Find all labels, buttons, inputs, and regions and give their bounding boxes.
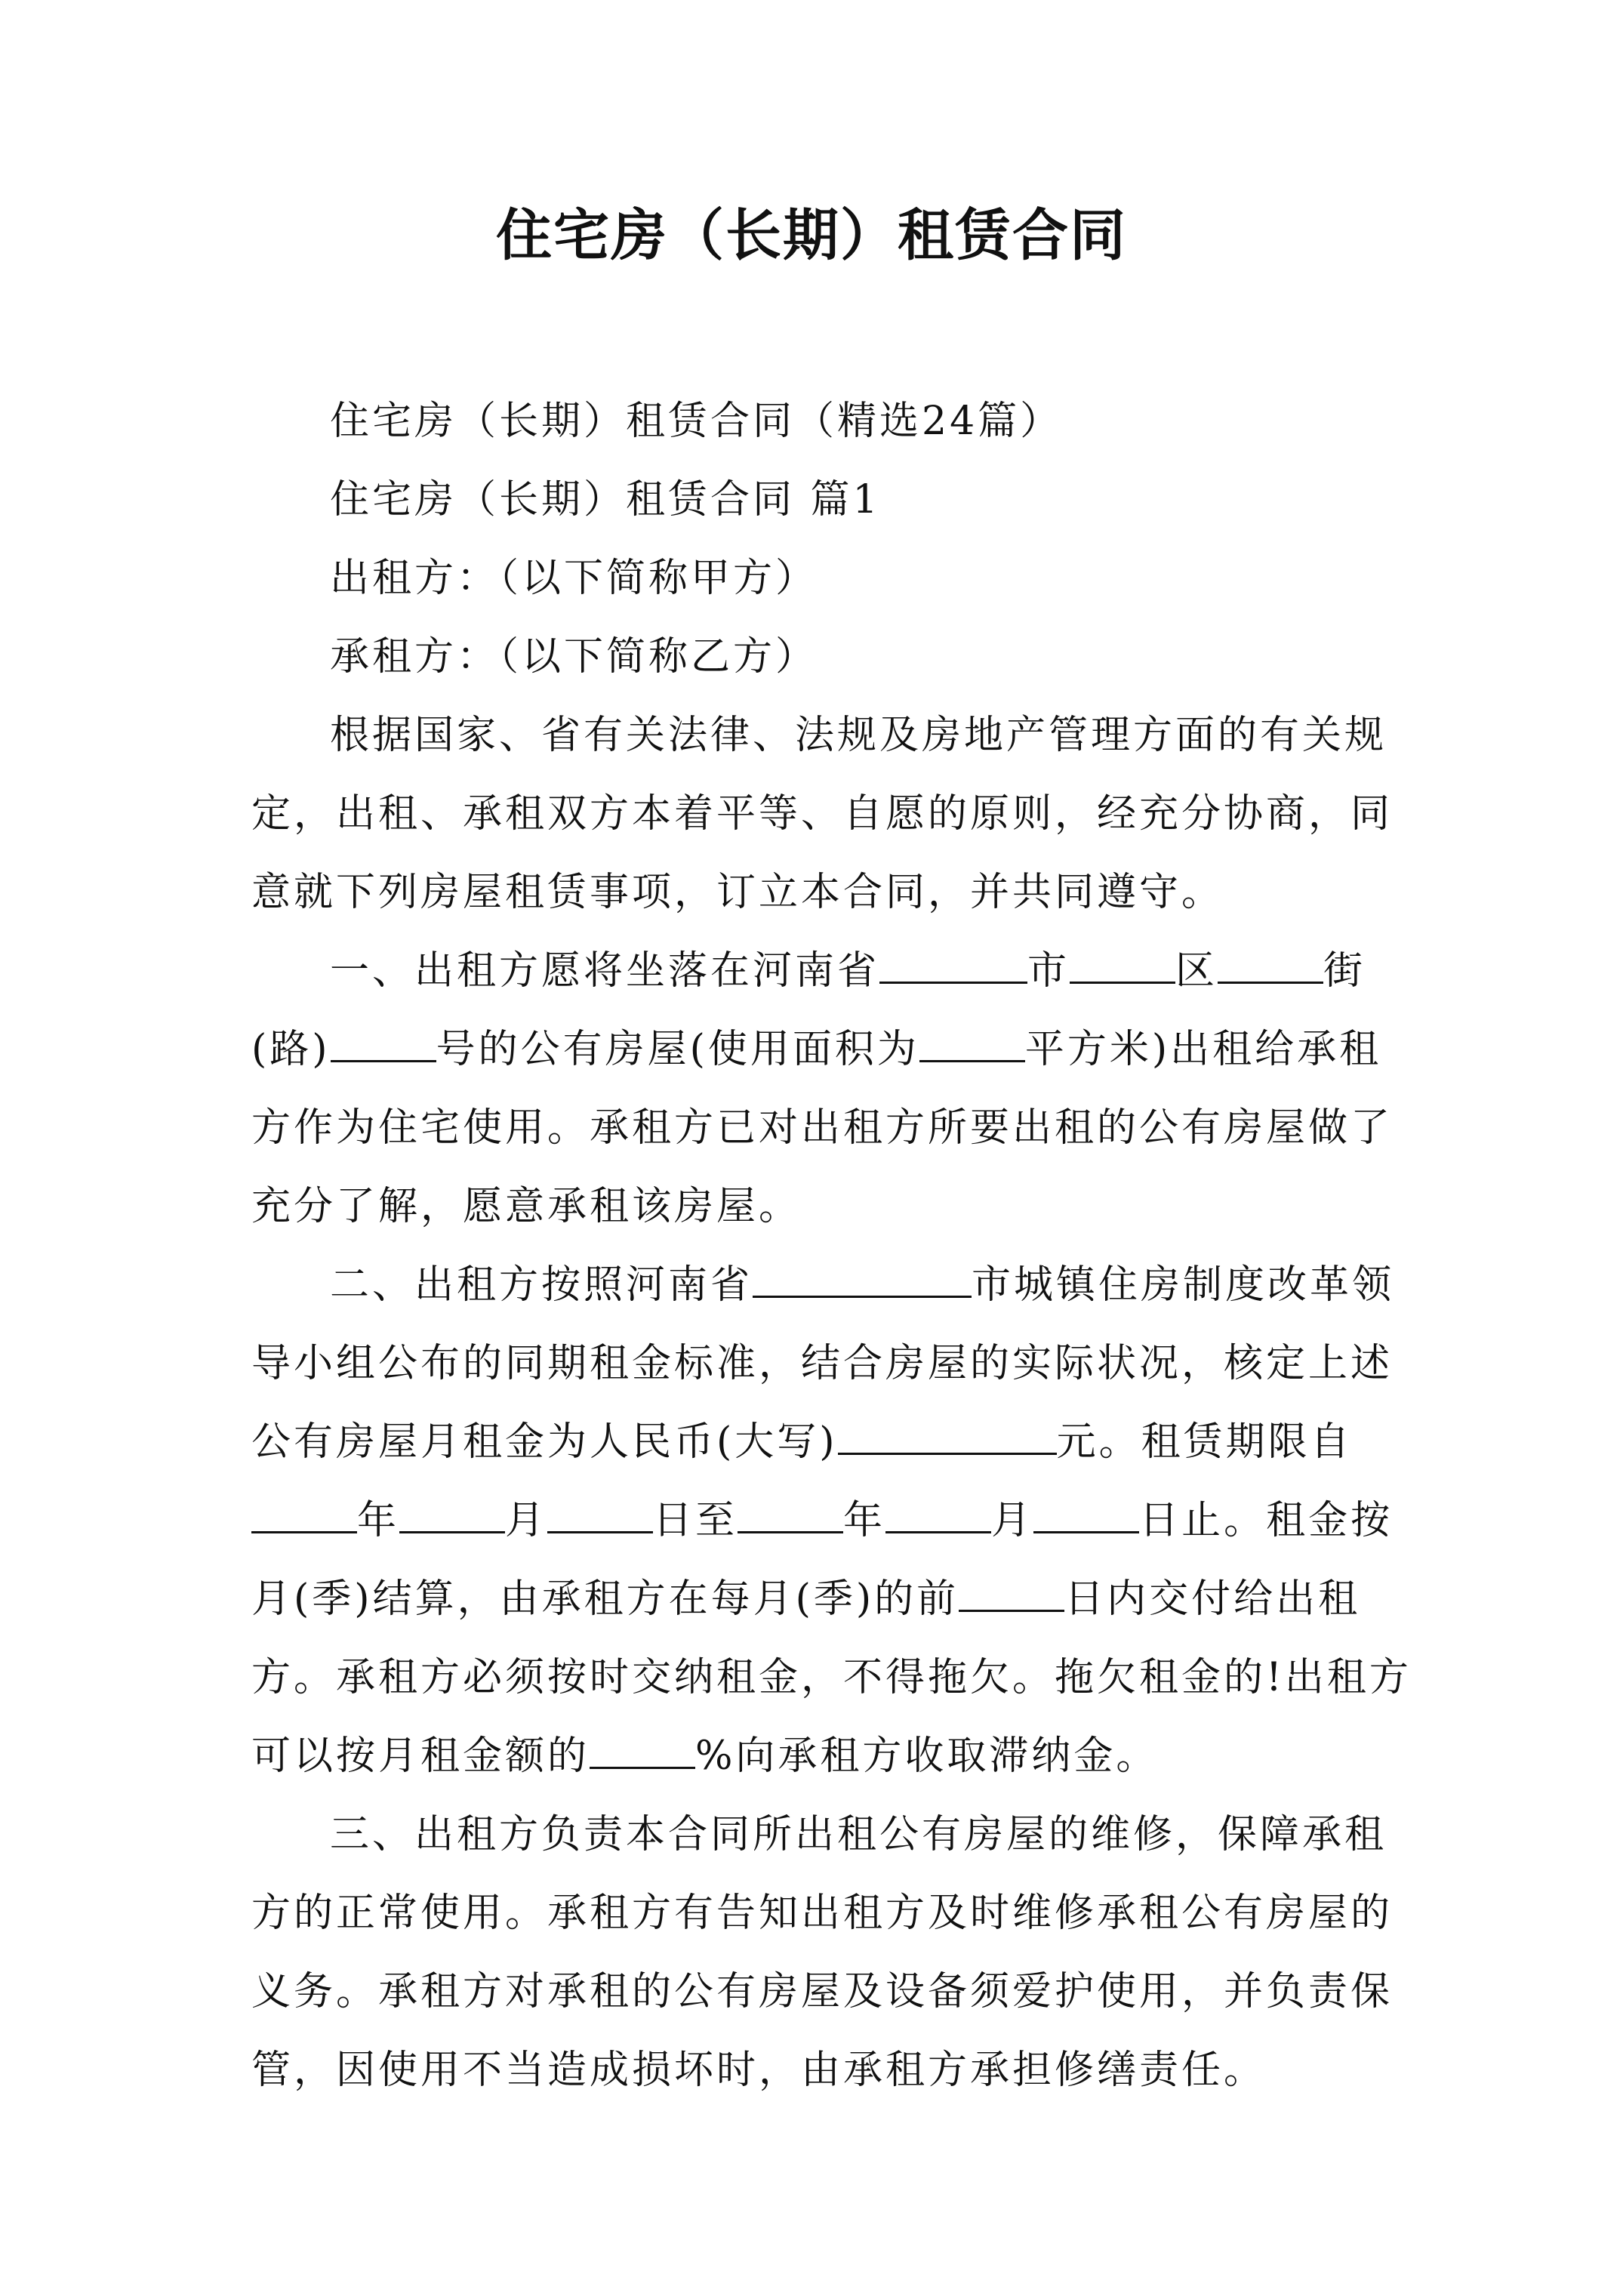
document-subtitle: 住宅房（长期）租赁合同（精选24篇）: [330, 399, 1063, 444]
clause-2-text: 元。租赁期限自: [1056, 1419, 1353, 1465]
house-number-blank: [331, 1025, 436, 1062]
start-month-blank: [399, 1496, 505, 1533]
clause-1-text: 平方米)出租给承租方作为住宅使用。承租方已对出租方所要出租的公有房屋做了充分了解，愿意承租该房屋。: [251, 1027, 1394, 1229]
late-fee-percent-blank: [590, 1732, 695, 1769]
clause-2-text: %向承租方收取滞纳金。: [695, 1734, 1159, 1779]
clause-2-text: 市城镇住房制度改革领导小组公布的同期租金标准，结合房屋的实际状况，核定上述公有房屋月租金为人民币(大写): [251, 1262, 1395, 1465]
document-title: 住宅房（长期）租赁合同: [496, 203, 1127, 268]
clause-2-text: 月: [991, 1498, 1034, 1543]
clause-1-text: 一、出租方愿将坐落在河南省: [330, 948, 880, 994]
clause-2-text: 日至: [653, 1498, 738, 1543]
clause-1-text: 区: [1175, 948, 1218, 994]
preamble-paragraph: 根据国家、省有关法律、法规及房地产管理方面的有关规定，出租、承租双方本着平等、自愿的原则，经充分协商，同意就下列房屋租赁事项，订立本合同，并共同遵守。: [251, 713, 1394, 915]
end-year-blank: [738, 1496, 843, 1533]
start-day-blank: [547, 1496, 653, 1533]
document-body: [251, 382, 1418, 2110]
street-blank: [1218, 947, 1323, 984]
clause-2-text: 年: [357, 1498, 400, 1543]
section-heading: 住宅房（长期）租赁合同 篇1: [330, 477, 881, 522]
rent-amount-blank: [838, 1418, 1057, 1455]
district-blank: [1070, 947, 1175, 984]
city-blank: [753, 1261, 972, 1298]
clause-3-paragraph: 三、出租方负责本合同所出租公有房屋的维修，保障承租方的正常使用。承租方有告知出租方及时维修承租公有房屋的义务。承租方对承租的公有房屋及设备须爱护使用，并负责保管，因使用不当造成损坏时，由承租方承担修缮责任。: [251, 1812, 1394, 2093]
clause-2-text: 日止。租金按月(季)结算，由承租方在每月(季)的前: [251, 1498, 1394, 1622]
clause-1-text: 市: [1027, 948, 1070, 994]
lessor-label: 出租方：（以下简称甲方）: [330, 556, 818, 601]
clause-1-paragraph: [251, 932, 1418, 1246]
clause-1-text: 街(路): [251, 948, 1366, 1072]
clause-2-text: 日内交付给出租方。承租方必须按时交纳租金，不得拖欠。拖欠租金的!出租方可以按月租金额的: [251, 1576, 1412, 1779]
lessee-label: 承租方：（以下简称乙方）: [330, 634, 818, 680]
clause-2-text: 二、出租方按照河南省: [330, 1262, 753, 1308]
clause-2-text: 月: [505, 1498, 548, 1543]
clause-1-text: 号的公有房屋(使用面积为: [436, 1027, 919, 1072]
city-blank: [879, 947, 1027, 984]
payment-day-blank: [959, 1575, 1064, 1612]
clause-2-text: 年: [843, 1498, 886, 1543]
end-day-blank: [1033, 1496, 1139, 1533]
start-year-blank: [251, 1496, 357, 1533]
clause-2-paragraph: [251, 1246, 1418, 1795]
end-month-blank: [885, 1496, 991, 1533]
area-blank: [919, 1025, 1025, 1062]
